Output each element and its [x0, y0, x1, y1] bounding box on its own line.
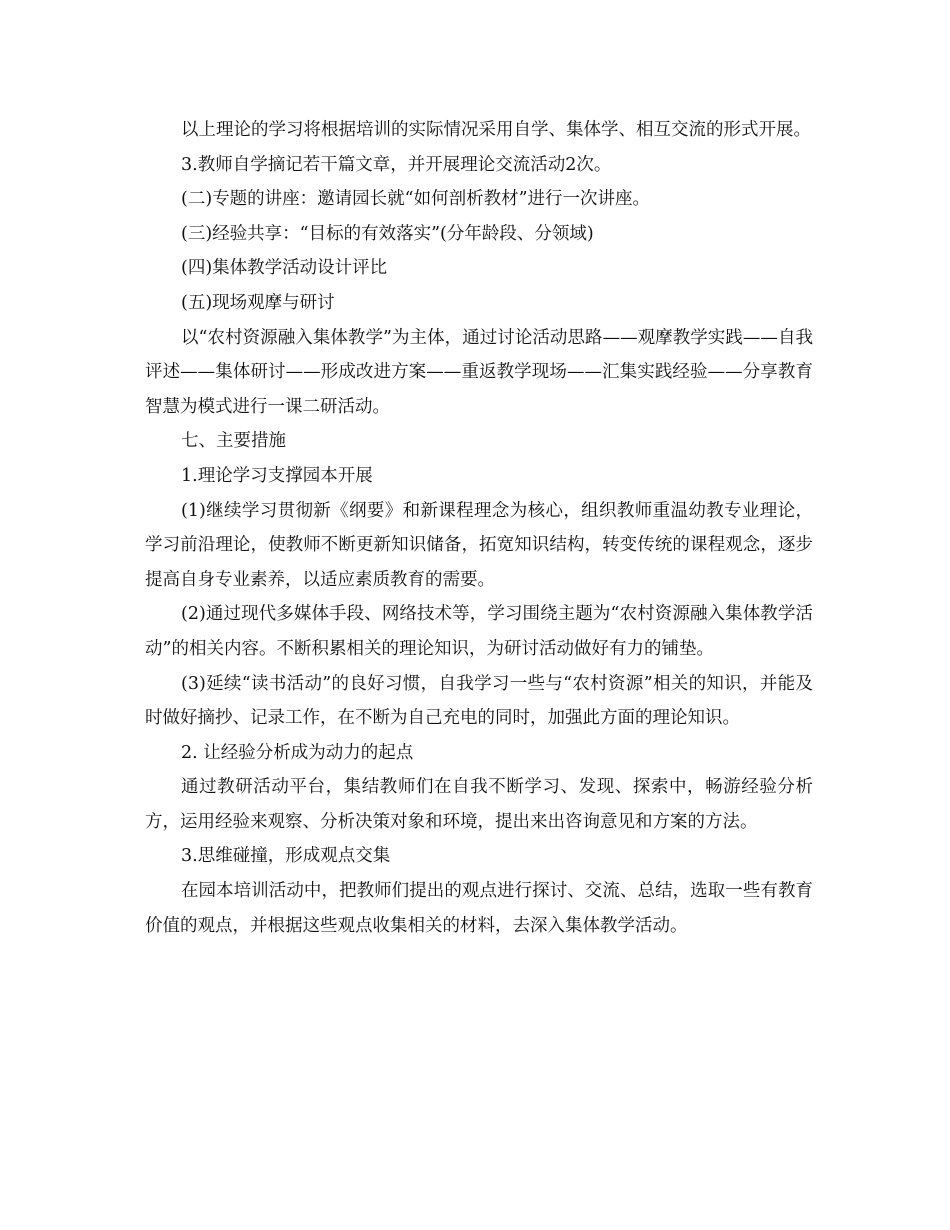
paragraph-experience-sharing: (三)经验共享：“目标的有效落实”(分年龄段、分领域)	[181, 223, 594, 244]
section-heading-measures: 七、主要措施	[181, 431, 286, 452]
paragraph-study-format: 以上理论的学习将根据培训的实际情况采用自学、集体学、相互交流的形式开展。	[181, 120, 811, 140]
subheading-idea-collision: 3.思维碰撞，形成观点交集	[181, 846, 391, 867]
paragraph-design-contest: (四)集体教学活动设计评比	[181, 258, 388, 279]
paragraph-measure-1: (1)继续学习贯彻新《纲要》和新课程理念为核心，组织教师重温幼教专业理论，学习前沿理论，使教师不断更新知识储备，拓宽知识结构，转变传统的课程观念，逐步提高自身专业素养，以适应素质教育的需要。	[145, 500, 813, 590]
paragraph-observation-detail: 以“农村资源融入集体教学”为主体，通过讨论活动思路——观摩教学实践——自我评述——集体研讨——形成改进方案——重返教学现场——汇集实践经验——分享教育智慧为模式进行一课二研活动。	[145, 327, 813, 417]
paragraph-experience-analysis: 通过教研活动平台，集结教师们在自我不断学习、发现、探索中，畅游经验分析方，运用经验来观察、分析决策对象和环境，提出来出咨询意见和方案的方法。	[145, 777, 813, 832]
paragraph-measure-3: (3)延续“读书活动”的良好习惯，自我学习一些与“农村资源”相关的知识，并能及时做好摘抄、记录工作，在不断为自己充电的同时，加强此方面的理论知识。	[145, 673, 813, 729]
subheading-theory-study: 1.理论学习支撑园本开展	[181, 465, 373, 486]
paragraph-observation: (五)现场观摩与研讨	[181, 292, 335, 313]
paragraph-measure-2: (2)通过现代多媒体手段、网络技术等，学习围绕主题为“农村资源融入集体教学活动”的相关内容。不断积累相关的理论知识，为研讨活动做好有力的铺垫。	[145, 604, 813, 659]
paragraph-self-study: 3.教师自学摘记若干篇文章，并开展理论交流活动2次。	[181, 154, 612, 175]
document-body	[145, 113, 813, 943]
paragraph-idea-collision: 在园本培训活动中，把教师们提出的观点进行探讨、交流、总结，选取一些有教育价值的观点，并根据这些观点收集相关的材料，去深入集体教学活动。	[145, 881, 813, 936]
paragraph-lecture: (二)专题的讲座：邀请园长就“如何剖析教材”进行一次讲座。	[181, 189, 651, 210]
subheading-experience-analysis: 2. 让经验分析成为动力的起点	[181, 742, 414, 763]
